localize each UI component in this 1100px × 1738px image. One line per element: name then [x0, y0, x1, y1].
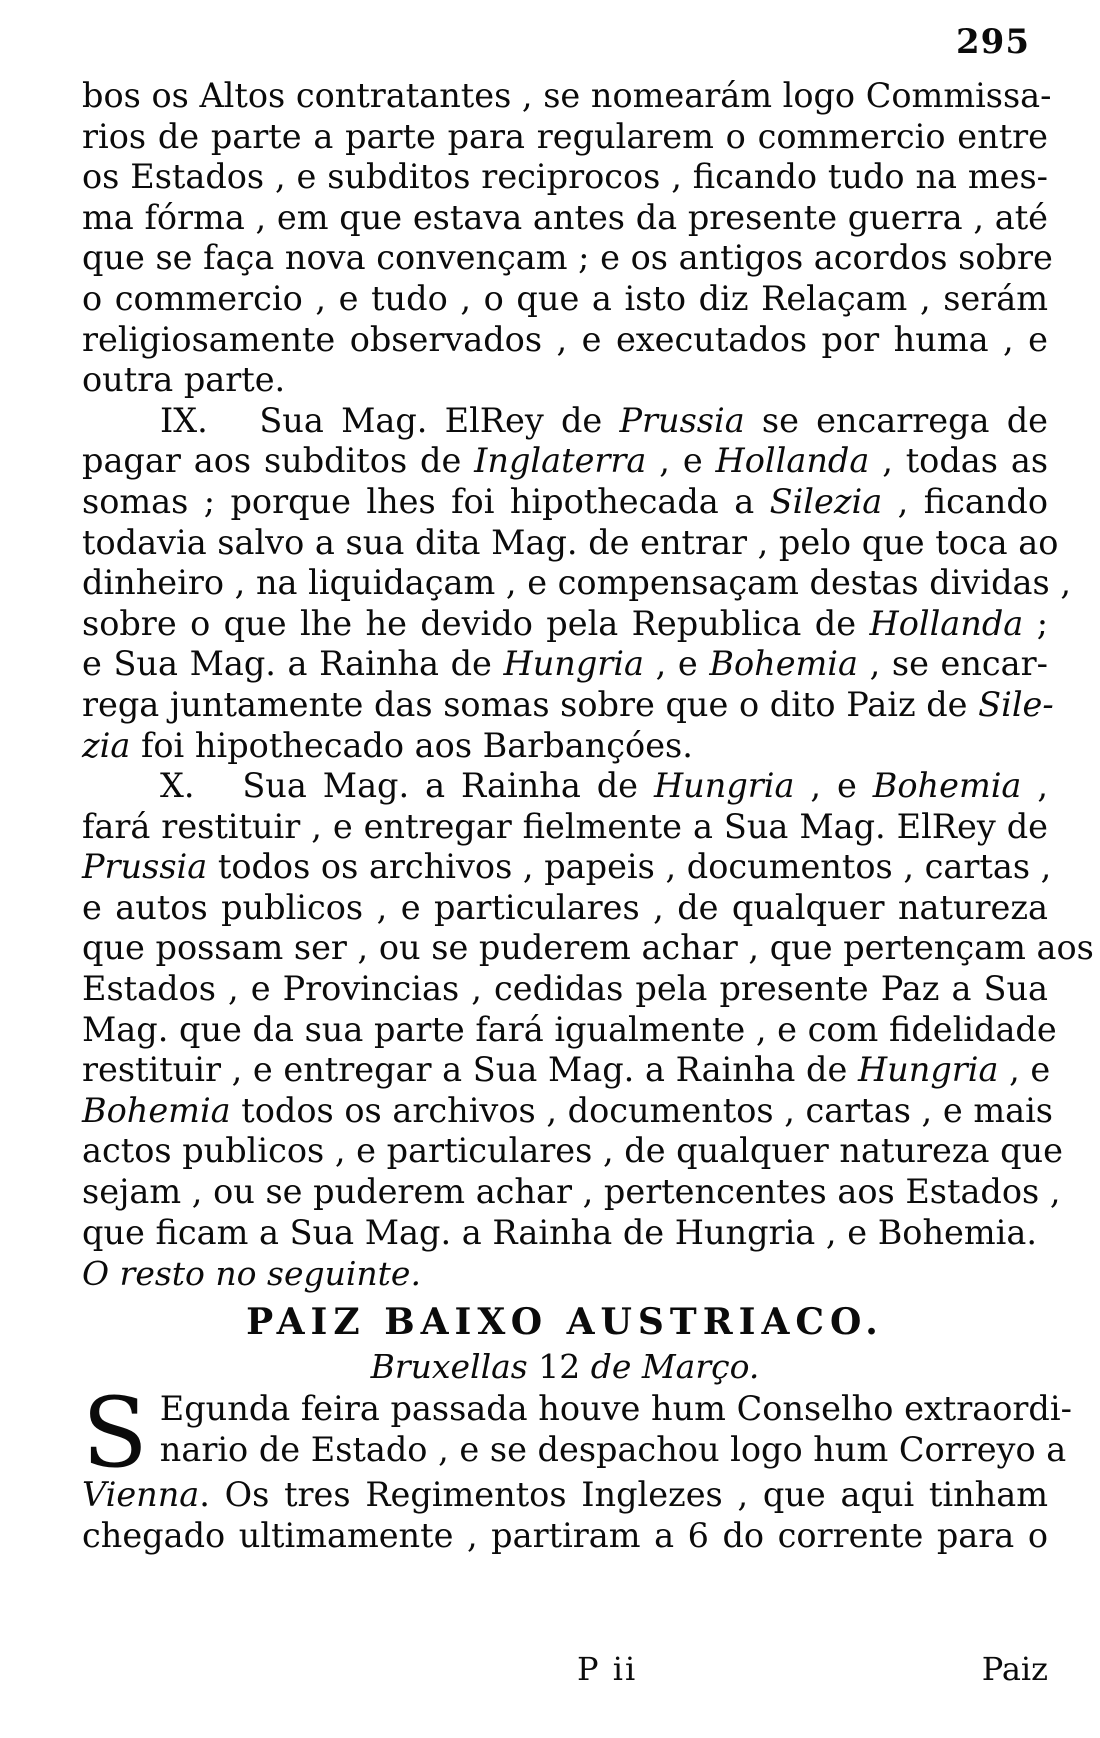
text-run: sobre o que lhe he devido pela Republica de: [82, 603, 870, 643]
article-numeral: X.: [160, 766, 195, 806]
text-line: que se faça nova convençam ; e os antigos acordos sobre: [82, 238, 1053, 278]
place-name: Bohemia: [709, 644, 858, 684]
text-line: os Estados , e subditos reciprocos , ficando tudo na mes-: [82, 157, 1048, 197]
text-line: chegado ultimamente , partiram a 6 do corrente para o: [82, 1515, 1048, 1555]
text-line: nario de Estado , e se despachou logo hum Correyo a: [159, 1429, 1067, 1469]
place-name: Prussia: [619, 400, 745, 440]
text-line: [82, 604, 1048, 645]
text-line: dinheiro , na liquidaçam , e compensaçam destas dividas ,: [82, 563, 1071, 603]
text-line: [82, 726, 1048, 767]
place-name: Sile-: [978, 684, 1054, 724]
text-run: , ficando: [882, 481, 1048, 521]
dateline-day: 12: [527, 1347, 591, 1387]
text-line: [82, 766, 1048, 807]
text-run: , todas as: [869, 441, 1049, 481]
page-number: 295: [956, 22, 1030, 62]
text-line: que ficam a Sua Mag. a Rainha de Hungria , e Bohemia.: [82, 1212, 1037, 1252]
text-run: restituir , e entregar a Sua Mag. a Rainha de: [82, 1050, 858, 1090]
text-run: e Sua Mag. a Rainha de: [82, 644, 504, 684]
text-line: Egunda feira passada houve hum Conselho extraordi-: [159, 1389, 1072, 1429]
text-run: pagar aos subditos de: [82, 441, 475, 481]
place-name: Vienna: [82, 1475, 200, 1515]
place-name: Bohemia: [872, 766, 1022, 806]
text-run: todos os archivos , documentos , cartas , e mais: [230, 1090, 1053, 1130]
text-line: ma fórma , em que estava antes da presente guerra , até: [82, 197, 1048, 237]
place-name: Hungria: [653, 766, 795, 806]
body-text: [82, 76, 1094, 1556]
text-run: ;: [1023, 603, 1049, 643]
text-line: fará restituir , e entregar fielmente a Sua Mag. ElRey de: [82, 806, 1048, 846]
news-paragraph: [82, 1377, 1072, 1556]
place-name: Bohemia: [82, 1090, 231, 1130]
text-run: ,: [1021, 766, 1048, 806]
dateline: [82, 1345, 1048, 1389]
text-line: [82, 847, 1052, 888]
text-line: [82, 684, 1054, 726]
text-run: Sua Mag. ElRey de: [259, 400, 620, 440]
text-run: somas ; porque lhes foi hipothecada a: [82, 481, 770, 521]
text-line: que possam ser , ou se puderem achar , que pertençam aos: [82, 928, 1094, 968]
text-line: o commercio , e tudo , o que a isto diz Relaçam , serám: [82, 278, 1048, 318]
text-line: [82, 1050, 1051, 1091]
text-line: bos os Altos contratantes , se nomearám logo Commissa-: [82, 76, 1052, 115]
text-run: . Os tres Regimentos Inglezes , que aqui tinham: [199, 1475, 1048, 1515]
text-run: Sua Mag. a Rainha de: [242, 766, 654, 806]
place-name: Hollanda: [869, 603, 1024, 643]
sign-off: O resto no seguinte.: [82, 1254, 421, 1294]
text-line: [82, 401, 1048, 442]
place-name: zia: [82, 725, 131, 765]
text-line: Mag. que da sua parte fará igualmente , e com fidelidade: [82, 1009, 1057, 1049]
text-line: religiosamente observados , e executados por huma , e: [82, 319, 1048, 359]
page-footer: [82, 1650, 1048, 1690]
text-line: outra parte.: [82, 360, 286, 400]
catchword: Paiz: [981, 1650, 1048, 1688]
text-run: , se encar-: [857, 644, 1048, 684]
text-run: , e: [998, 1050, 1051, 1090]
text-line: e autos publicos , e particulares , de qualquer natureza: [82, 887, 1048, 927]
section-title: PAIZ BAIXO AUSTRIACO.: [246, 1301, 884, 1344]
text-run: rega juntamente das somas sobre que o dito Paiz de: [82, 684, 979, 724]
dateline-de: de: [590, 1347, 632, 1387]
place-name: Hungria: [857, 1050, 999, 1090]
place-name: Hungria: [503, 644, 644, 684]
article-ix: [82, 400, 1071, 766]
text-run: foi hipothecado aos Barbançóes.: [130, 725, 693, 765]
text-run: , e: [646, 441, 716, 481]
dateline-month: Março.: [631, 1347, 760, 1387]
place-name: Prussia: [82, 847, 208, 887]
dateline-place: Bruxellas: [370, 1347, 528, 1387]
place-name: Inglaterra: [474, 441, 647, 481]
text-line: rios de parte a parte para regularem o commercio entre: [82, 116, 1048, 156]
article-numeral: IX.: [160, 400, 208, 440]
text-run: , e: [644, 644, 710, 684]
article-x: [82, 766, 1094, 1253]
text-line: [82, 644, 1048, 685]
text-line: sejam , ou se puderem achar , pertencentes aos Estados ,: [82, 1172, 1061, 1212]
continuation-paragraph: [82, 76, 1053, 401]
text-line: [82, 1475, 1048, 1516]
place-name: Hollanda: [715, 441, 870, 481]
text-run: se encarrega de: [744, 400, 1048, 440]
text-line: [82, 1090, 1053, 1132]
text-line: [82, 441, 1048, 482]
text-run: todos os archivos , papeis , documentos , cartas ,: [207, 847, 1052, 887]
text-line: [82, 482, 1048, 523]
text-run: , e: [794, 766, 873, 806]
signature-mark: P ii: [577, 1650, 638, 1688]
drop-cap: S: [82, 1377, 148, 1490]
text-line: todavia salvo a sua dita Mag. de entrar , pelo que toca ao: [82, 522, 1059, 562]
text-line: actos publicos , e particulares , de qualquer natureza que: [82, 1131, 1063, 1171]
place-name: Silezia: [769, 481, 883, 521]
text-line: Estados , e Provincias , cedidas pela presente Paz a Sua: [82, 969, 1048, 1009]
